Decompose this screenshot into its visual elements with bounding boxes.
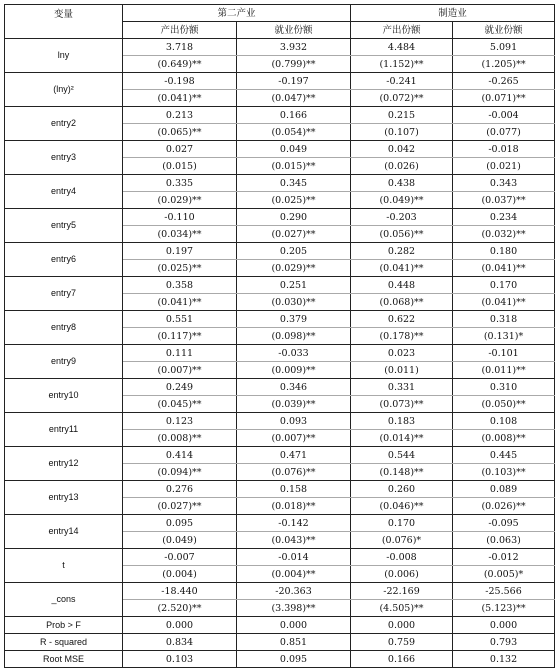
coefficient-cell: -0.008 <box>351 549 453 566</box>
standard-error-cell: (0.098)** <box>237 328 351 345</box>
coefficient-cell: -0.014 <box>237 549 351 566</box>
col-header-employment-share: 就业份额 <box>453 22 555 39</box>
coefficient-cell: 0.027 <box>123 141 237 158</box>
variable-name: entry12 <box>5 447 123 481</box>
standard-error-cell: (0.107) <box>351 124 453 141</box>
statistic-name: Prob > F <box>5 617 123 634</box>
coefficient-cell: 0.310 <box>453 379 555 396</box>
standard-error-cell: (0.071)** <box>453 90 555 107</box>
standard-error-cell: (0.072)** <box>351 90 453 107</box>
standard-error-cell: (4.505)** <box>351 600 453 617</box>
coefficient-cell: 0.318 <box>453 311 555 328</box>
coefficient-cell: -0.033 <box>237 345 351 362</box>
standard-error-cell: (0.025)** <box>123 260 237 277</box>
standard-error-cell: (5.123)** <box>453 600 555 617</box>
coefficient-cell: -20.363 <box>237 583 351 600</box>
standard-error-cell: (0.131)* <box>453 328 555 345</box>
coefficient-cell: 0.170 <box>453 277 555 294</box>
coefficient-row <box>5 379 555 396</box>
coefficient-cell: 0.445 <box>453 447 555 464</box>
standard-error-cell: (0.077) <box>453 124 555 141</box>
coefficient-cell: 0.089 <box>453 481 555 498</box>
coefficient-cell: -18.440 <box>123 583 237 600</box>
statistic-row <box>5 617 555 634</box>
coefficient-cell: -0.018 <box>453 141 555 158</box>
coefficient-cell: 0.438 <box>351 175 453 192</box>
coefficient-cell: 0.111 <box>123 345 237 362</box>
coefficient-row <box>5 141 555 158</box>
standard-error-cell: (0.039)** <box>237 396 351 413</box>
coefficient-cell: -0.007 <box>123 549 237 566</box>
coefficient-cell: 0.095 <box>123 515 237 532</box>
standard-error-cell: (0.178)** <box>351 328 453 345</box>
variable-name: entry9 <box>5 345 123 379</box>
coefficient-row <box>5 481 555 498</box>
coefficient-row <box>5 209 555 226</box>
variable-name: entry5 <box>5 209 123 243</box>
statistic-name: Root MSE <box>5 651 123 668</box>
statistic-value: 0.103 <box>123 651 237 668</box>
coefficient-cell: 0.042 <box>351 141 453 158</box>
coefficient-cell: 0.551 <box>123 311 237 328</box>
statistic-value: 0.759 <box>351 634 453 651</box>
coefficient-cell: 0.544 <box>351 447 453 464</box>
coefficient-cell: -22.169 <box>351 583 453 600</box>
standard-error-cell: (0.041)** <box>351 260 453 277</box>
coefficient-cell: 0.213 <box>123 107 237 124</box>
standard-error-cell: (0.047)** <box>237 90 351 107</box>
coefficient-cell: 0.358 <box>123 277 237 294</box>
coefficient-cell: 0.215 <box>351 107 453 124</box>
standard-error-cell: (0.026)** <box>453 498 555 515</box>
standard-error-cell: (0.006) <box>351 566 453 583</box>
standard-error-cell: (0.056)** <box>351 226 453 243</box>
standard-error-cell: (0.015)** <box>237 158 351 175</box>
standard-error-cell: (0.041)** <box>123 90 237 107</box>
standard-error-cell: (0.011)** <box>453 362 555 379</box>
standard-error-cell: (0.029)** <box>123 192 237 209</box>
standard-error-cell: (0.021) <box>453 158 555 175</box>
coefficient-cell: -0.197 <box>237 73 351 90</box>
coefficient-cell: -25.566 <box>453 583 555 600</box>
coefficient-row <box>5 39 555 56</box>
group-header-secondary-industry: 第二产业 <box>123 5 351 22</box>
standard-error-cell: (1.205)** <box>453 56 555 73</box>
statistic-value: 0.000 <box>453 617 555 634</box>
coefficient-row <box>5 243 555 260</box>
coefficient-cell: 0.249 <box>123 379 237 396</box>
coefficient-row <box>5 175 555 192</box>
standard-error-cell: (0.050)** <box>453 396 555 413</box>
standard-error-cell: (0.037)** <box>453 192 555 209</box>
coefficient-cell: 3.932 <box>237 39 351 56</box>
coefficient-cell: -0.198 <box>123 73 237 90</box>
coefficient-cell: 0.093 <box>237 413 351 430</box>
standard-error-cell: (0.073)** <box>351 396 453 413</box>
variable-name: entry8 <box>5 311 123 345</box>
variable-name: (lny)² <box>5 73 123 107</box>
statistic-value: 0.834 <box>123 634 237 651</box>
standard-error-cell: (0.043)** <box>237 532 351 549</box>
standard-error-cell: (0.004)** <box>237 566 351 583</box>
coefficient-cell: 0.251 <box>237 277 351 294</box>
header-row-groups <box>5 5 555 22</box>
coefficient-cell: -0.095 <box>453 515 555 532</box>
coefficient-cell: 0.158 <box>237 481 351 498</box>
variable-name: entry13 <box>5 481 123 515</box>
coefficient-cell: 0.180 <box>453 243 555 260</box>
variable-name: entry3 <box>5 141 123 175</box>
coefficient-cell: -0.004 <box>453 107 555 124</box>
coefficient-cell: 0.346 <box>237 379 351 396</box>
statistic-value: 0.132 <box>453 651 555 668</box>
standard-error-cell: (0.045)** <box>123 396 237 413</box>
standard-error-cell: (0.041)** <box>123 294 237 311</box>
standard-error-cell: (0.094)** <box>123 464 237 481</box>
coefficient-row <box>5 277 555 294</box>
standard-error-cell: (0.027)** <box>237 226 351 243</box>
variable-name: entry7 <box>5 277 123 311</box>
variable-name: t <box>5 549 123 583</box>
coefficient-cell: 0.622 <box>351 311 453 328</box>
coefficient-cell: 0.166 <box>237 107 351 124</box>
standard-error-cell: (0.025)** <box>237 192 351 209</box>
coefficient-cell: 0.183 <box>351 413 453 430</box>
coefficient-cell: -0.142 <box>237 515 351 532</box>
coefficient-cell: 0.049 <box>237 141 351 158</box>
coefficient-cell: 0.335 <box>123 175 237 192</box>
coefficient-row <box>5 107 555 124</box>
table-body <box>5 39 555 668</box>
coefficient-cell: -0.012 <box>453 549 555 566</box>
variable-name: entry14 <box>5 515 123 549</box>
standard-error-cell: (3.398)** <box>237 600 351 617</box>
statistic-name: R - squared <box>5 634 123 651</box>
coefficient-cell: 0.379 <box>237 311 351 328</box>
coefficient-cell: 0.276 <box>123 481 237 498</box>
col-header-output-share: 产出份额 <box>123 22 237 39</box>
coefficient-cell: -0.203 <box>351 209 453 226</box>
standard-error-cell: (0.054)** <box>237 124 351 141</box>
standard-error-cell: (0.041)** <box>453 294 555 311</box>
statistic-row <box>5 634 555 651</box>
standard-error-cell: (0.068)** <box>351 294 453 311</box>
col-header-employment-share: 就业份额 <box>237 22 351 39</box>
coefficient-row <box>5 345 555 362</box>
standard-error-cell: (0.030)** <box>237 294 351 311</box>
coefficient-cell: 0.197 <box>123 243 237 260</box>
standard-error-cell: (0.076)** <box>237 464 351 481</box>
coefficient-cell: 0.471 <box>237 447 351 464</box>
variable-name: entry6 <box>5 243 123 277</box>
standard-error-cell: (0.005)* <box>453 566 555 583</box>
statistic-row <box>5 651 555 668</box>
standard-error-cell: (0.034)** <box>123 226 237 243</box>
coefficient-row <box>5 311 555 328</box>
standard-error-cell: (0.117)** <box>123 328 237 345</box>
variable-name: entry4 <box>5 175 123 209</box>
standard-error-cell: (0.148)** <box>351 464 453 481</box>
statistic-value: 0.000 <box>237 617 351 634</box>
standard-error-cell: (0.027)** <box>123 498 237 515</box>
statistic-value: 0.851 <box>237 634 351 651</box>
standard-error-cell: (0.032)** <box>453 226 555 243</box>
coefficient-cell: 0.260 <box>351 481 453 498</box>
statistic-value: 0.000 <box>351 617 453 634</box>
regression-table <box>4 4 555 668</box>
coefficient-cell: 0.123 <box>123 413 237 430</box>
coefficient-cell: -0.265 <box>453 73 555 90</box>
standard-error-cell: (0.799)** <box>237 56 351 73</box>
standard-error-cell: (0.008)** <box>123 430 237 447</box>
standard-error-cell: (0.008)** <box>453 430 555 447</box>
coefficient-cell: -0.110 <box>123 209 237 226</box>
standard-error-cell: (1.152)** <box>351 56 453 73</box>
standard-error-cell: (0.076)* <box>351 532 453 549</box>
coefficient-cell: 0.343 <box>453 175 555 192</box>
coefficient-cell: 0.205 <box>237 243 351 260</box>
standard-error-cell: (0.649)** <box>123 56 237 73</box>
standard-error-cell: (0.049) <box>123 532 237 549</box>
coefficient-cell: 4.484 <box>351 39 453 56</box>
col-header-output-share: 产出份额 <box>351 22 453 39</box>
variable-name: entry2 <box>5 107 123 141</box>
standard-error-cell: (0.065)** <box>123 124 237 141</box>
coefficient-cell: 0.448 <box>351 277 453 294</box>
coefficient-cell: 0.345 <box>237 175 351 192</box>
coefficient-row <box>5 515 555 532</box>
coefficient-cell: 0.234 <box>453 209 555 226</box>
standard-error-cell: (0.014)** <box>351 430 453 447</box>
standard-error-cell: (2.520)** <box>123 600 237 617</box>
standard-error-cell: (0.041)** <box>453 260 555 277</box>
coefficient-cell: 0.170 <box>351 515 453 532</box>
coefficient-cell: 0.414 <box>123 447 237 464</box>
variable-name: lny <box>5 39 123 73</box>
coefficient-cell: 0.282 <box>351 243 453 260</box>
standard-error-cell: (0.018)** <box>237 498 351 515</box>
statistic-value: 0.000 <box>123 617 237 634</box>
regression-table-container <box>4 4 554 668</box>
coefficient-cell: 0.290 <box>237 209 351 226</box>
variable-name: _cons <box>5 583 123 617</box>
coefficient-cell: -0.101 <box>453 345 555 362</box>
coefficient-cell: 0.331 <box>351 379 453 396</box>
statistic-value: 0.166 <box>351 651 453 668</box>
variable-name: entry11 <box>5 413 123 447</box>
standard-error-cell: (0.011) <box>351 362 453 379</box>
standard-error-cell: (0.004) <box>123 566 237 583</box>
standard-error-cell: (0.007)** <box>237 430 351 447</box>
standard-error-cell: (0.049)** <box>351 192 453 209</box>
coefficient-cell: 0.023 <box>351 345 453 362</box>
coefficient-row <box>5 549 555 566</box>
standard-error-cell: (0.015) <box>123 158 237 175</box>
coefficient-row <box>5 413 555 430</box>
standard-error-cell: (0.063) <box>453 532 555 549</box>
coefficient-cell: -0.241 <box>351 73 453 90</box>
statistic-value: 0.793 <box>453 634 555 651</box>
standard-error-cell: (0.009)** <box>237 362 351 379</box>
variable-name: entry10 <box>5 379 123 413</box>
coefficient-row <box>5 447 555 464</box>
statistic-value: 0.095 <box>237 651 351 668</box>
standard-error-cell: (0.007)** <box>123 362 237 379</box>
coefficient-cell: 5.091 <box>453 39 555 56</box>
standard-error-cell: (0.103)** <box>453 464 555 481</box>
standard-error-cell: (0.046)** <box>351 498 453 515</box>
standard-error-cell: (0.029)** <box>237 260 351 277</box>
coefficient-cell: 3.718 <box>123 39 237 56</box>
variable-header: 变量 <box>5 5 123 39</box>
group-header-manufacturing: 制造业 <box>351 5 555 22</box>
coefficient-row <box>5 73 555 90</box>
standard-error-cell: (0.026) <box>351 158 453 175</box>
coefficient-cell: 0.108 <box>453 413 555 430</box>
coefficient-row <box>5 583 555 600</box>
